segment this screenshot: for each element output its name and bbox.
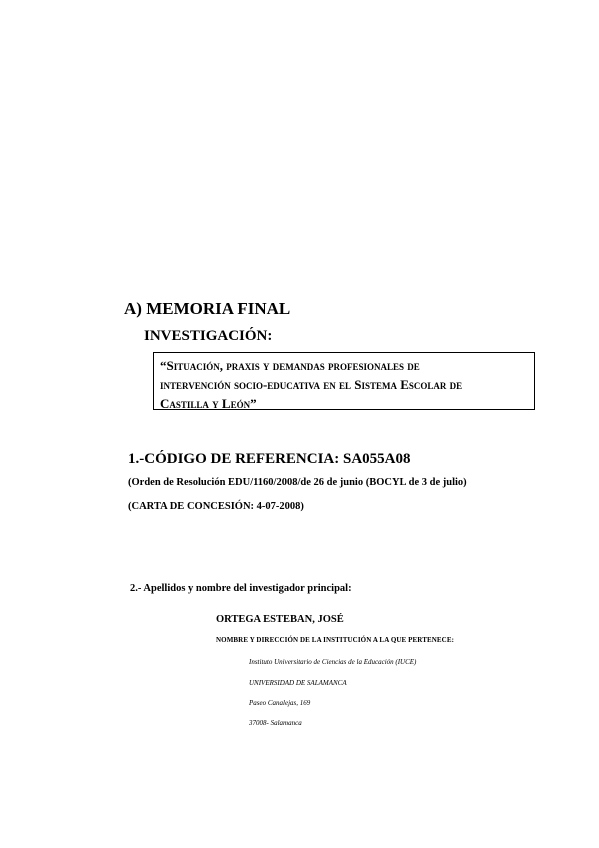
university-name: UNIVERSIDAD DE SALAMANCA [249,679,347,687]
postal-city: 37008- Salamanca [249,719,302,727]
section-heading: A) MEMORIA FINAL [124,299,291,318]
street-address: Paseo Canalejas, 169 [249,699,311,707]
project-title-line-3: Castilla y León” [160,396,257,411]
institution-header: NOMBRE Y DIRECCIÓN DE LA INSTITUCIÓN A LA QUE PERTENECE: [216,636,455,644]
concession-letter: (CARTA DE CONCESIÓN: 4-07-2008) [128,501,304,512]
project-title-line-2: intervención socio-educativa en el Sistema Escolar de [160,377,463,392]
investigation-label: INVESTIGACIÓN: [144,328,273,344]
reference-code: 1.-CÓDIGO DE REFERENCIA: SA055A08 [128,451,411,467]
principal-investigator-label: 2.- Apellidos y nombre del investigador principal: [130,583,352,594]
resolution-order: (Orden de Resolución EDU/1160/2008/de 26 de junio (BOCYL de 3 de julio) [128,477,467,488]
principal-investigator-name: ORTEGA ESTEBAN, JOSÉ [216,614,344,625]
institution-name: Instituto Universitario de Ciencias de la Educación (IUCE) [249,658,417,666]
project-title-line-1: “Situación, praxis y demandas profesionales de [160,358,420,373]
project-title-box [153,352,535,410]
